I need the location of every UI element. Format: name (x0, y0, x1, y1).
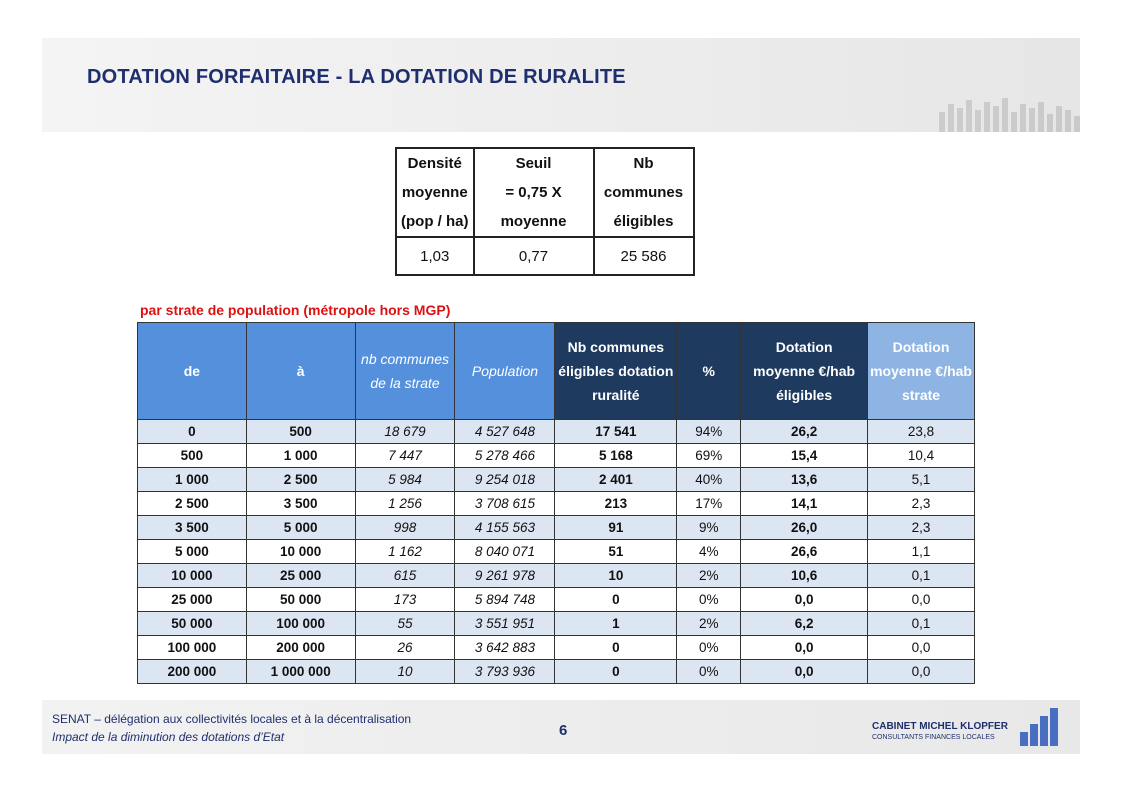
table-cell: 3 642 883 (455, 636, 555, 660)
column-header: % (677, 323, 741, 420)
table-cell: 69% (677, 444, 741, 468)
footer-line2: Impact de la diminution des dotations d’Etat (52, 730, 285, 744)
table-cell: 10,4 (868, 444, 975, 468)
table-cell: 10 000 (246, 540, 355, 564)
table-cell: 25 000 (246, 564, 355, 588)
table-cell: 26,6 (741, 540, 868, 564)
table-cell: 9% (677, 516, 741, 540)
table-cell: 0 (138, 420, 247, 444)
table-cell: 0,0 (741, 660, 868, 684)
table-cell: 0,0 (741, 636, 868, 660)
table-cell: 50 000 (246, 588, 355, 612)
summary-header: Nb communes éligibles (594, 148, 694, 237)
table-cell: 9 261 978 (455, 564, 555, 588)
table-cell: 26,0 (741, 516, 868, 540)
table-cell: 3 551 951 (455, 612, 555, 636)
table-cell: 50 000 (138, 612, 247, 636)
bar-chart-decoration-icon (939, 98, 1080, 132)
table-row (138, 444, 975, 468)
table-cell: 4 527 648 (455, 420, 555, 444)
table-cell: 51 (555, 540, 677, 564)
company-subtitle: CONSULTANTS FINANCES LOCALES (872, 734, 995, 741)
table-cell: 1,1 (868, 540, 975, 564)
table-cell: 5 984 (355, 468, 455, 492)
company-logo-icon (1020, 708, 1058, 746)
column-header: nb communes de la strate (355, 323, 455, 420)
table-cell: 5,1 (868, 468, 975, 492)
table-cell: 2% (677, 564, 741, 588)
table-cell: 0,0 (741, 588, 868, 612)
footer (42, 700, 1080, 754)
table-row (138, 540, 975, 564)
company-name: CABINET MICHEL KLOPFER (872, 721, 1008, 732)
table-cell: 1 000 000 (246, 660, 355, 684)
summary-table (395, 147, 695, 276)
table-row (138, 660, 975, 684)
table-cell: 0 (555, 660, 677, 684)
table-cell: 5 168 (555, 444, 677, 468)
table-cell: 500 (138, 444, 247, 468)
table-cell: 5 894 748 (455, 588, 555, 612)
table-cell: 5 000 (246, 516, 355, 540)
table-cell: 0% (677, 660, 741, 684)
table-cell: 25 000 (138, 588, 247, 612)
table-subtitle: par strate de population (métropole hors MGP) (140, 302, 451, 318)
table-cell: 94% (677, 420, 741, 444)
table-cell: 10 000 (138, 564, 247, 588)
table-cell: 91 (555, 516, 677, 540)
table-cell: 4 155 563 (455, 516, 555, 540)
table-cell: 17 541 (555, 420, 677, 444)
table-cell: 5 278 466 (455, 444, 555, 468)
table-cell: 1 000 (246, 444, 355, 468)
table-cell: 2% (677, 612, 741, 636)
table-cell: 23,8 (868, 420, 975, 444)
table-cell: 0 (555, 636, 677, 660)
table-cell: 100 000 (138, 636, 247, 660)
table-cell: 2,3 (868, 492, 975, 516)
page-number: 6 (559, 722, 568, 739)
column-header: de (138, 323, 247, 420)
table-cell: 0,1 (868, 612, 975, 636)
table-cell: 200 000 (246, 636, 355, 660)
summary-header: Seuil = 0,75 X moyenne (474, 148, 594, 237)
table-cell: 1 000 (138, 468, 247, 492)
table-cell: 2,3 (868, 516, 975, 540)
table-row (138, 516, 975, 540)
summary-value: 0,77 (474, 237, 594, 275)
table-cell: 0,0 (868, 636, 975, 660)
table-cell: 2 500 (138, 492, 247, 516)
table-row (138, 636, 975, 660)
page-title: DOTATION FORFAITAIRE - LA DOTATION DE RURALITE (87, 66, 626, 88)
table-cell: 5 000 (138, 540, 247, 564)
table-cell: 3 793 936 (455, 660, 555, 684)
table-cell: 8 040 071 (455, 540, 555, 564)
table-cell: 14,1 (741, 492, 868, 516)
table-cell: 2 500 (246, 468, 355, 492)
table-row (138, 420, 975, 444)
summary-header: Densité moyenne (pop / ha) (396, 148, 474, 237)
column-header: à (246, 323, 355, 420)
table-cell: 3 500 (246, 492, 355, 516)
table-cell: 1 162 (355, 540, 455, 564)
table-row (138, 564, 975, 588)
table-cell: 10 (355, 660, 455, 684)
table-cell: 1 (555, 612, 677, 636)
table-cell: 13,6 (741, 468, 868, 492)
table-cell: 173 (355, 588, 455, 612)
table-cell: 3 708 615 (455, 492, 555, 516)
table-row (138, 612, 975, 636)
table-cell: 7 447 (355, 444, 455, 468)
table-row (138, 468, 975, 492)
table-cell: 55 (355, 612, 455, 636)
table-cell: 0,0 (868, 660, 975, 684)
column-header: Dotation moyenne €/hab strate (868, 323, 975, 420)
table-cell: 998 (355, 516, 455, 540)
table-row (138, 492, 975, 516)
table-cell: 0% (677, 636, 741, 660)
table-cell: 615 (355, 564, 455, 588)
table-row (138, 588, 975, 612)
table-cell: 1 256 (355, 492, 455, 516)
table-cell: 9 254 018 (455, 468, 555, 492)
table-cell: 4% (677, 540, 741, 564)
footer-line1: SENAT – délégation aux collectivités locales et à la décentralisation (52, 712, 412, 726)
table-cell: 0 (555, 588, 677, 612)
table-cell: 17% (677, 492, 741, 516)
table-cell: 15,4 (741, 444, 868, 468)
table-cell: 10 (555, 564, 677, 588)
summary-value: 1,03 (396, 237, 474, 275)
table-cell: 40% (677, 468, 741, 492)
column-header: Population (455, 323, 555, 420)
summary-value: 25 586 (594, 237, 694, 275)
table-cell: 10,6 (741, 564, 868, 588)
table-cell: 0% (677, 588, 741, 612)
table-cell: 213 (555, 492, 677, 516)
table-cell: 3 500 (138, 516, 247, 540)
table-cell: 26,2 (741, 420, 868, 444)
strata-table (137, 322, 975, 684)
table-cell: 500 (246, 420, 355, 444)
table-cell: 26 (355, 636, 455, 660)
column-header: Nb communes éligibles dotation ruralité (555, 323, 677, 420)
table-cell: 200 000 (138, 660, 247, 684)
table-cell: 18 679 (355, 420, 455, 444)
table-cell: 100 000 (246, 612, 355, 636)
column-header: Dotation moyenne €/hab éligibles (741, 323, 868, 420)
table-cell: 6,2 (741, 612, 868, 636)
table-cell: 0,1 (868, 564, 975, 588)
table-cell: 0,0 (868, 588, 975, 612)
table-cell: 2 401 (555, 468, 677, 492)
